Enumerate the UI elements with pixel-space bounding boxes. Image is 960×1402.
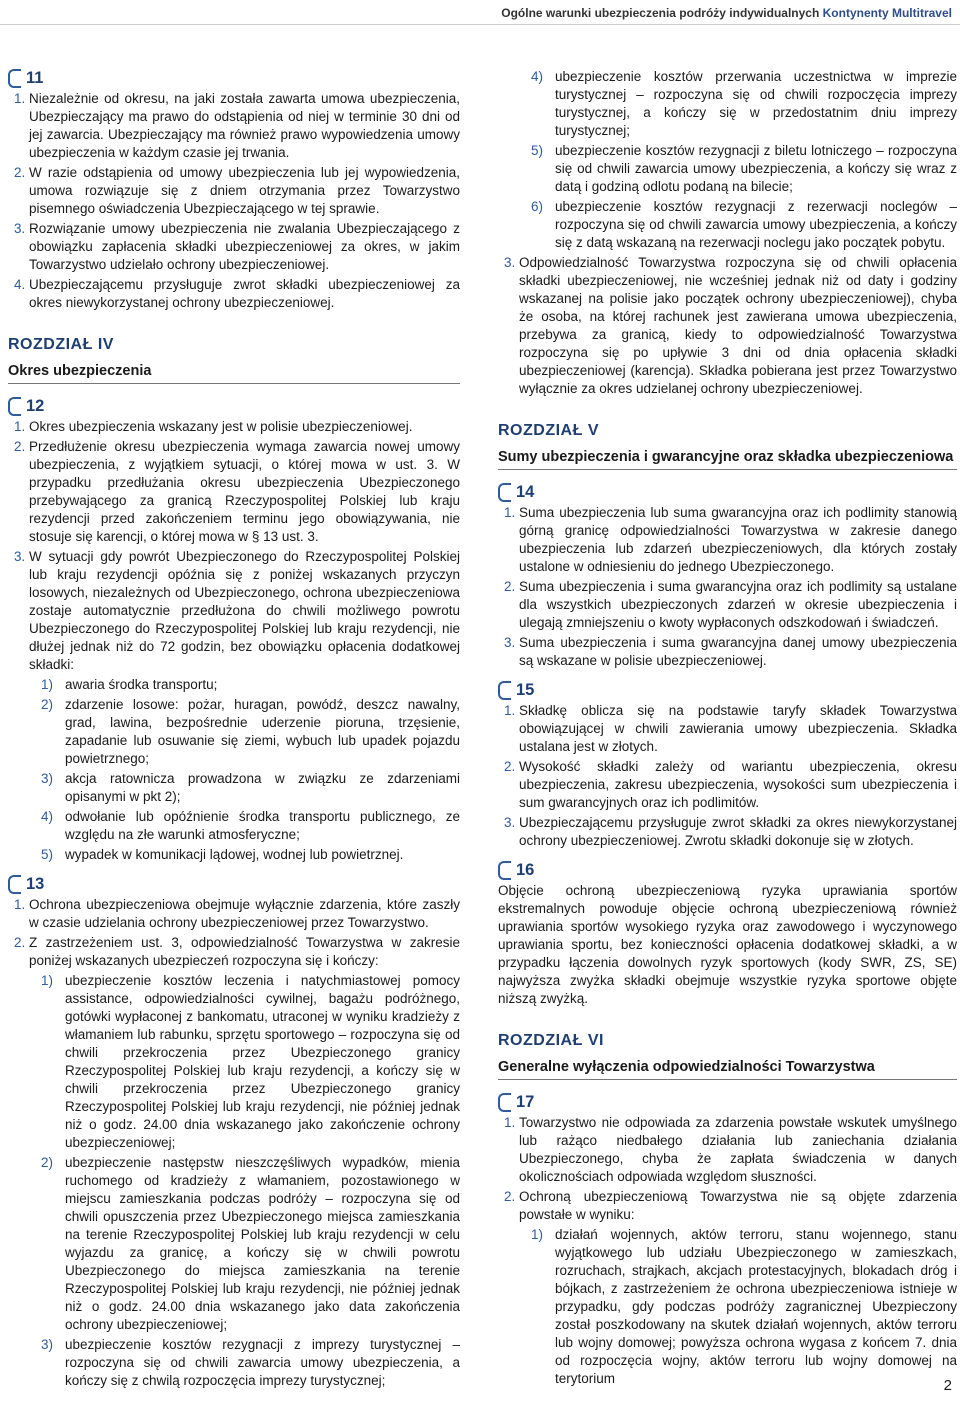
subitem-text: ubezpieczenie następstw nieszczęśliwych wypadków, mienia ruchomego od kradzieży z włamaniem, pozostawionego w miejscu zamieszkania podczas podróży – rozpoczyna się od chwili opuszczenia przez Ubezpieczonego miejsca zamieszkania na terenie Rzeczypospolitej Polskiej lub kraju rezydencji w celu wyjazdu za granicę, a kończy się w chwili powrotu Ubezpieczonego do miejsca zamieszkania na terenie Rzeczypospolitej Polskiej lub kraju rezydencji, nie później jednak niż o godz. 24.00 dnia wskazanego jako data zakończenia ochrony ubezpieczeniowej; — [65, 1155, 460, 1332]
s12-item-3 — [8, 548, 460, 674]
s13-subitem-6 — [498, 198, 957, 252]
header-text — [501, 6, 952, 20]
item-text: W sytuacji gdy powrót Ubezpieczonego do Rzeczypospolitej Polskiej lub kraju rezydencji opóźnia się z poniżej wskazanych przyczyn losowych, niezależnych od Ubezpieczonego, ochrona ubezpieczeniowa zostaje automatycznie przedłużona do chwili możliwego powrotu Ubezpieczonego do Rzeczypospolitej Polskiej lub kraju rezydencji, nie dłużej jednak niż do 72 godzin, bez obowiązku opłacenia dodatkowej składki: — [29, 549, 460, 672]
running-header — [0, 0, 960, 26]
subitem-number: 3) — [41, 771, 54, 786]
s17-subitem-1 — [498, 1226, 957, 1388]
subitem-number: 1) — [531, 1227, 544, 1242]
s17-item-2 — [498, 1188, 957, 1224]
item-number: 1. — [504, 1115, 516, 1130]
s13-subitem-4 — [498, 68, 957, 140]
subitem-number: 1) — [41, 677, 54, 692]
item-number: 2. — [504, 759, 516, 774]
s14-item-3 — [498, 634, 957, 670]
section-12-heading: 12 — [8, 396, 460, 418]
s14-item-1 — [498, 504, 957, 576]
item-text: Odpowiedzialność Towarzystwa rozpoczyna się od chwili opłacenia składki ubezpieczeniowej, nie wcześniej jednak niż od daty i godziny wskazanej na polisie jako początek ochrony ubezpieczeniowej), chyba że osoba, na której rachunek jest zawierana umowa ubezpieczenia, przebywa za granicą, kiedy to odpowiedzialność Towarzystwa rozpoczyna się po upływie 3 dni od dnia opłacenia składki ubezpieczeniowej (karencja). Składka pobierana jest przez Towarzystwo wyłącznie za okres udzielanej ochrony ubezpieczeniowej. — [519, 255, 957, 396]
subitem-text: wypadek w komunikacji lądowej, wodnej lub powietrznej. — [65, 847, 404, 862]
chapter-6-label: ROZDZIAŁ VI — [498, 1032, 604, 1049]
right-column — [498, 68, 957, 1390]
subitem-text: ubezpieczenie kosztów rezygnacji z biletu lotniczego – rozpoczyna się od chwili zawarcia umowy ubezpieczenia, a kończy się wraz z datą i godziną odlotu podaną na bilecie; — [555, 143, 957, 194]
s12-item-1 — [8, 418, 460, 436]
subitem-text: ubezpieczenie kosztów przerwania uczestnictwa w imprezie turystycznej – rozpoczyna się od chwili rozpoczęcia imprezy turystycznej, a kończy się w przedostatnim dniu imprezy turystycznej; — [555, 69, 957, 138]
s14-item-2 — [498, 578, 957, 632]
item-number: 2. — [14, 439, 26, 454]
item-number: 3. — [504, 255, 516, 270]
s11-item-1 — [8, 90, 460, 162]
chapter-4-label: ROZDZIAŁ IV — [8, 336, 114, 353]
subitem-text: ubezpieczenie kosztów rezygnacji z rezerwacji noclegów – rozpoczyna się od chwili zawarcia umowy ubezpieczenia, a kończy się z datą wskazaną na rezerwacji noclegu jako początek pobytu. — [555, 199, 957, 250]
item-number: 3. — [504, 635, 516, 650]
item-number: 2. — [504, 1189, 516, 1204]
subitem-text: działań wojennych, aktów terroru, stanu wojennego, stanu wyjątkowego lub udziału Ubezpieczonego w zamieszkach, rozruchach, strajkach, akcjach protestacyjnych, blokadach dróg i bójkach, z zastrzeżeniem że ochrona ubezpieczeniowa istnieje w przypadku, gdy podczas podróży zagranicznej Ubezpieczony został poszkodowany na skutek działań wojennych, aktów terroru lub wojny domowej; powyższa ochrona wygasa z końcem 7. dnia od rozpoczęcia wojny, aktów terroru lub wojny domowej na terytorium — [555, 1227, 957, 1386]
s13-item-2 — [8, 934, 460, 970]
s15-item-1 — [498, 702, 957, 756]
item-text: Ubezpieczającemu przysługuje zwrot składki za okres niewykorzystanej ochrony ubezpieczeniowej. Zwrotu składki dokonuje się w złotych. — [519, 815, 957, 848]
item-number: 2. — [14, 165, 26, 180]
chapter-5-label: ROZDZIAŁ V — [498, 422, 599, 439]
item-text: Przedłużenie okresu ubezpieczenia wymaga zawarcia nowej umowy ubezpieczenia, z wyjątkiem sytuacji, o której mowa w ust. 3. W przypadku przedłużania okresu ubezpieczenia Ubezpieczonego przebywającego za granicą Rzeczypospolitej Polskiej lub kraju rezydencji przed zakończeniem terminu jego obowiązywania, nie stosuje się karencji, o której mowa w § 13 ust. 3. — [29, 439, 460, 544]
item-text: Suma ubezpieczenia i suma gwarancyjna oraz ich podlimity są ustalane dla wszystkich ubezpieczonych zdarzeń w okresie ubezpieczenia i ulegają zmniejszeniu o kwoty wypłaconych odszkodowań i świadczeń. — [519, 579, 957, 630]
chapter-4-title: Okres ubezpieczenia — [8, 362, 460, 384]
s13-subitem-2 — [8, 1154, 460, 1334]
s11-item-3 — [8, 220, 460, 274]
section-17-heading: 17 — [498, 1092, 957, 1114]
s13-subitem-3 — [8, 1336, 460, 1390]
section-15-heading: 15 — [498, 680, 957, 702]
item-text: Z zastrzeżeniem ust. 3, odpowiedzialność Towarzystwa w zakresie poniżej wskazanych ubezpieczeń rozpoczyna się i kończy: — [29, 935, 460, 968]
s12-subitem-2 — [8, 696, 460, 768]
subitem-text: zdarzenie losowe: pożar, huragan, powódź, deszcz nawalny, grad, lawina, bezpośrednie uderzenie pioruna, trzęsienie, zapadanie lub osuwanie się ziemi, wybuch lub upadek pojazdu powietrznego; — [65, 697, 460, 766]
subitem-number: 4) — [41, 809, 54, 824]
item-text: Suma ubezpieczenia i suma gwarancyjna danej umowy ubezpieczenia są wskazane w polisie ubezpieczeniowej. — [519, 635, 957, 668]
item-number: 3. — [14, 549, 26, 564]
item-number: 2. — [14, 935, 26, 950]
item-number: 4. — [14, 277, 26, 292]
subitem-number: 2) — [41, 697, 54, 712]
s15-item-2 — [498, 758, 957, 812]
subitem-number: 4) — [531, 69, 544, 84]
s16-text: Objęcie ochroną ubezpieczeniową ryzyka uprawiania sportów ekstremalnych powoduje objęcie ochroną ubezpieczeniową również uprawiania sportów wysokiego ryzyka oraz zawodowego i wyczynowego uprawiania sportu, bez konieczności opłacenia dodatkowej składki, a w przypadku łączenia dowolnych ryzyk sportowych (kody SWR, ZS, SE) najwyższa zwyżka składki obejmuje wszystkie ryzyka sportowe objęte niższą zwyżką. — [498, 883, 957, 1006]
item-number: 3. — [504, 815, 516, 830]
item-number: 1. — [504, 703, 516, 718]
section-14-heading: 14 — [498, 482, 957, 504]
header-brand: Kontynenty Multitravel — [822, 6, 952, 20]
s11-item-2 — [8, 164, 460, 218]
subitem-number: 6) — [531, 199, 544, 214]
item-text: Rozwiązanie umowy ubezpieczenia nie zwalania Ubezpieczającego z obowiązku zapłacenia składki ubezpieczeniowej za okres, w jakim Towarzystwo udzielało ochrony ubezpieczeniowej. — [29, 221, 460, 272]
item-text: Suma ubezpieczenia lub suma gwarancyjna oraz ich podlimity stanowią górną granicę odpowiedzialności Towarzystwa w zakresie danego ubezpieczenia lub zdarzeń ubezpieczeniowych, dla których zostały ustalone w odniesieniu do jednego Ubezpieczonego. — [519, 505, 957, 574]
item-number: 1. — [14, 897, 26, 912]
item-text: Ubezpieczającemu przysługuje zwrot składki ubezpieczeniowej za okres niewykorzystanej ochrony ubezpieczeniowej. — [29, 277, 460, 310]
s17-item-1 — [498, 1114, 957, 1186]
subitem-number: 1) — [41, 973, 54, 988]
section-13-heading: 13 — [8, 874, 460, 896]
section-11-heading: 11 — [8, 68, 460, 90]
item-number: 1. — [504, 505, 516, 520]
s12-subitem-5 — [8, 846, 460, 864]
item-text: Składkę oblicza się na podstawie taryfy składek Towarzystwa obowiązującej w chwili zawierania umowy ubezpieczenia. Składka ustalana jest w złotych. — [519, 703, 957, 754]
subitem-number: 3) — [41, 1337, 54, 1352]
subitem-text: ubezpieczenie kosztów rezygnacji z imprezy turystycznej – rozpoczyna się od chwili zawarcia umowy ubezpieczenia, a kończy się z chwilą rozpoczęcia imprezy turystycznej; — [65, 1337, 460, 1388]
item-number: 1. — [14, 91, 26, 106]
item-text: W razie odstąpienia od umowy ubezpieczenia lub jej wypowiedzenia, umowa rozwiązuje się z dniem otrzymania przez Towarzystwo pisemnego oświadczenia Ubezpieczającego w tej sprawie. — [29, 165, 460, 216]
s12-subitem-1 — [8, 676, 460, 694]
item-text: Ochrona ubezpieczeniowa obejmuje wyłącznie zdarzenia, które zaszły w czasie udzielania ochrony ubezpieczeniowej przez Towarzystwo. — [29, 897, 460, 930]
chapter-5-title: Sumy ubezpieczenia i gwarancyjne oraz składka ubezpieczeniowa — [498, 448, 957, 470]
s13-item-1 — [8, 896, 460, 932]
s13-subitem-5 — [498, 142, 957, 196]
s13-item-3 — [498, 254, 957, 398]
s15-item-3 — [498, 814, 957, 850]
subitem-text: odwołanie lub opóźnienie środka transportu publicznego, ze względu na złe warunki atmosferyczne; — [65, 809, 460, 842]
header-title: Ogólne warunki ubezpieczenia podróży indywidualnych — [501, 6, 820, 20]
subitem-number: 5) — [41, 847, 54, 862]
subitem-number: 2) — [41, 1155, 54, 1170]
subitem-text: awaria środka transportu; — [65, 677, 218, 692]
s12-subitem-3 — [8, 770, 460, 806]
section-16-heading: 16 — [498, 860, 957, 882]
page-number: 2 — [943, 1377, 952, 1394]
item-number: 1. — [14, 419, 26, 434]
s11-item-4 — [8, 276, 460, 312]
header-divider — [0, 24, 960, 25]
item-text: Towarzystwo nie odpowiada za zdarzenia powstałe wskutek umyślnego lub rażąco niedbałego działania lub zaniechania działania Ubezpieczonego, chyba że zapłata świadczenia w danych okolicznościach odpowiada względom słuszności. — [519, 1115, 957, 1184]
subitem-text: akcja ratownicza prowadzona w związku ze zdarzeniami opisanymi w pkt 2); — [65, 771, 460, 804]
subitem-number: 5) — [531, 143, 544, 158]
item-number: 3. — [14, 221, 26, 236]
item-text: Okres ubezpieczenia wskazany jest w polisie ubezpieczeniowej. — [29, 419, 413, 434]
item-number: 2. — [504, 579, 516, 594]
chapter-6-title: Generalne wyłączenia odpowiedzialności Towarzystwa — [498, 1058, 957, 1080]
item-text: Wysokość składki zależy od wariantu ubezpieczenia, okresu ubezpieczenia, zakresu ubezpieczenia, wysokości sum ubezpieczenia i sum gwarancyjnych oraz ich podlimitów. — [519, 759, 957, 810]
item-text: Niezależnie od okresu, na jaki została zawarta umowa ubezpieczenia, Ubezpieczający ma prawo do odstąpienia od niej w terminie 30 dni od jej zawarcia. Ubezpieczający ma również prawo wypowiedzenia umowy ubezpieczenia w każdym czasie jej trwania. — [29, 91, 460, 160]
left-column — [8, 68, 460, 1392]
s12-item-2 — [8, 438, 460, 546]
item-text: Ochroną ubezpieczeniową Towarzystwa nie są objęte zdarzenia powstałe w wyniku: — [519, 1189, 957, 1222]
s13-subitem-1 — [8, 972, 460, 1152]
s12-subitem-4 — [8, 808, 460, 844]
subitem-text: ubezpieczenie kosztów leczenia i natychmiastowej pomocy assistance, odpowiedzialności cywilnej, bagażu podróżnego, gotówki wypłaconej z bankomatu, utraconej w wyniku kradzieży z włamaniem lub rabunku, sprzętu sportowego – rozpoczyna się od chwili przekroczenia przez Ubezpieczonego granicy Rzeczypospolitej Polskiej lub kraju rezydencji, a kończy się w chwili przekroczenia przez Ubezpieczonego granicy Rzeczypospolitej Polskiej lub kraju rezydencji, nie później jednak niż o godz. 24.00 dnia wskazanego jako zakończenie ochrony ubezpieczeniowej; — [65, 973, 460, 1150]
